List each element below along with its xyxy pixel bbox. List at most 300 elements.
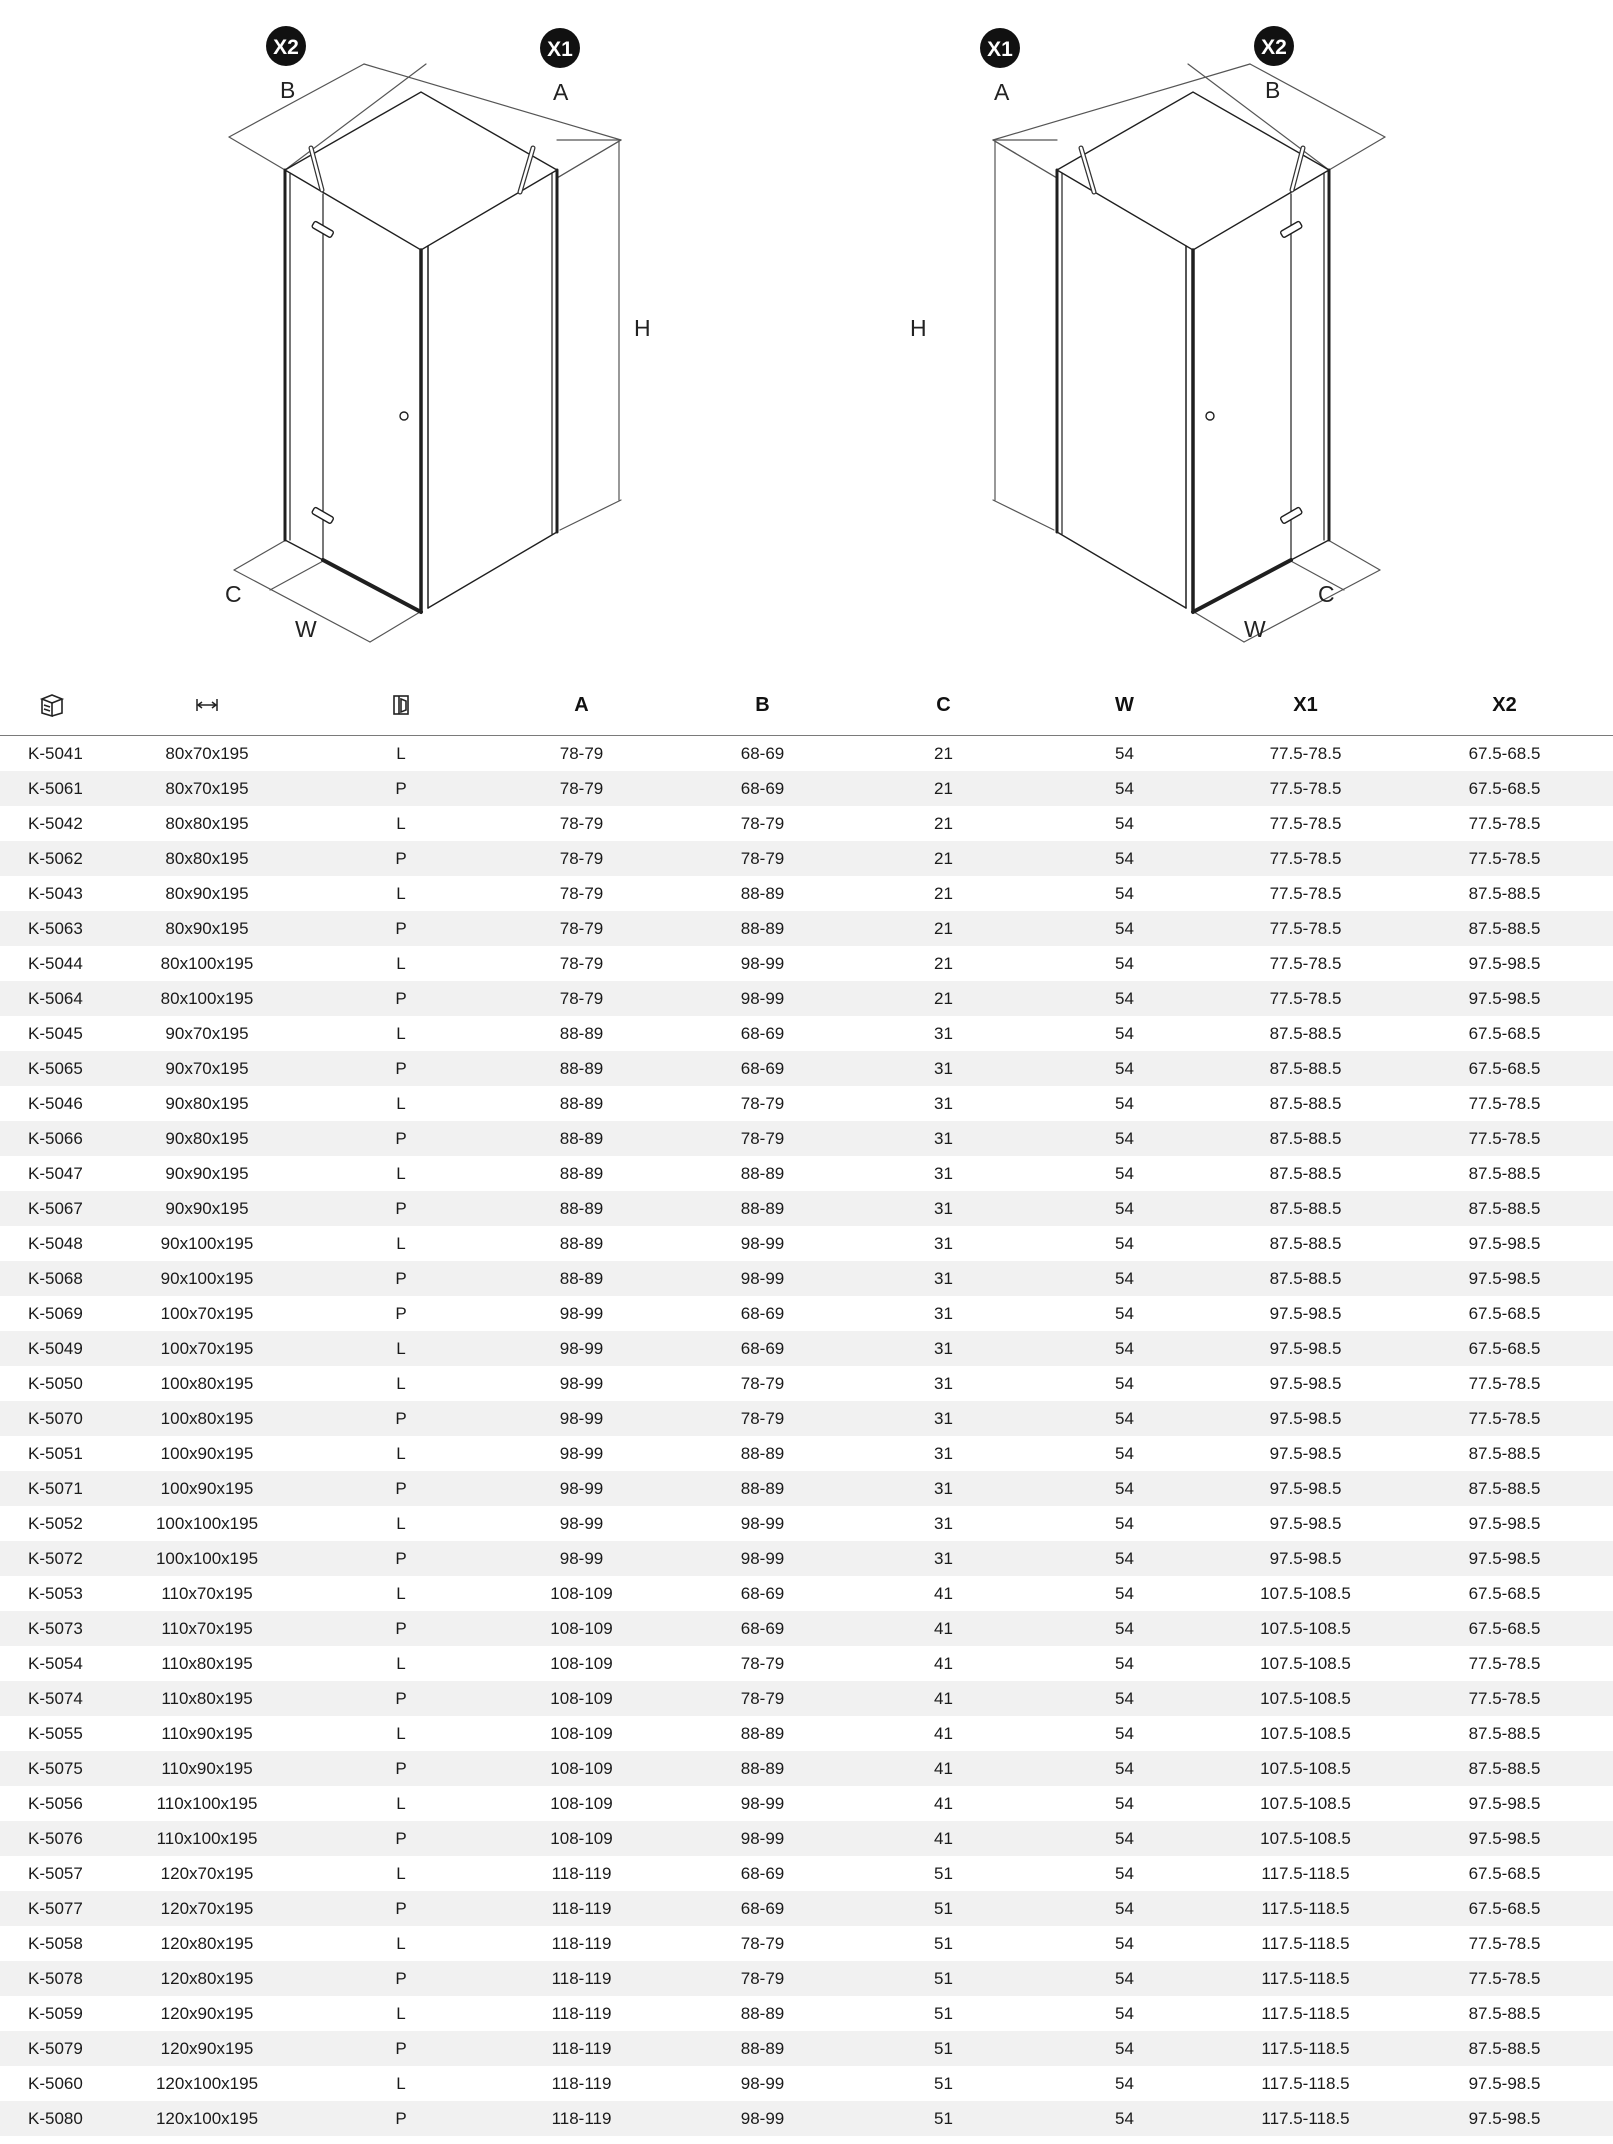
cell-dim-b: 98-99 [740,988,785,1008]
cell-model-code: K-5041 [28,743,83,763]
cell-dim-x1: 87.5-88.5 [1269,1128,1342,1148]
cell-dim-w: 54 [1115,1828,1134,1848]
cell-dim-c: 31 [934,1198,953,1218]
cell-door-side: P [395,2108,407,2128]
cell-dim-c: 41 [934,1723,953,1743]
cell-size: 100x70x195 [160,1338,254,1358]
cell-dim-b: 78-79 [740,848,785,868]
cell-dim-a: 108-109 [550,1583,613,1603]
cell-door-side: P [395,1688,407,1708]
cell-dim-c: 41 [934,1618,953,1638]
cell-dim-c: 51 [934,1933,953,1953]
cell-dim-x1: 97.5-98.5 [1269,1513,1342,1533]
table-row [0,1716,1613,1751]
cell-dim-b: 68-69 [740,1863,785,1883]
cell-dim-x2: 87.5-88.5 [1468,1758,1541,1778]
cell-model-code: K-5064 [28,988,83,1008]
cell-door-side: P [395,2038,407,2058]
cell-size: 100x70x195 [160,1303,254,1323]
cell-dim-a: 98-99 [559,1303,604,1323]
cell-model-code: K-5060 [28,2073,83,2093]
header-a: A [574,693,589,716]
cell-dim-b: 68-69 [740,743,785,763]
cell-size: 80x90x195 [165,883,249,903]
cell-dim-c: 51 [934,2073,953,2093]
cell-dim-b: 68-69 [740,1898,785,1918]
cell-model-code: K-5077 [28,1898,83,1918]
cell-dim-a: 88-89 [559,1128,604,1148]
cell-model-code: K-5078 [28,1968,83,1988]
table-row [0,1926,1613,1961]
table-row [0,1506,1613,1541]
cell-model-code: K-5075 [28,1758,83,1778]
table-row [0,1296,1613,1331]
cell-size: 120x90x195 [160,2038,254,2058]
cell-dim-x1: 87.5-88.5 [1269,1198,1342,1218]
cell-dim-b: 68-69 [740,1023,785,1043]
cell-dim-x2: 97.5-98.5 [1468,1268,1541,1288]
cell-dim-x2: 67.5-68.5 [1468,1898,1541,1918]
cell-size: 90x70x195 [165,1023,249,1043]
cell-model-code: K-5050 [28,1373,83,1393]
cell-dim-x1: 97.5-98.5 [1269,1373,1342,1393]
cell-door-side: P [395,1128,407,1148]
cell-dim-a: 88-89 [559,1058,604,1078]
cell-dim-b: 78-79 [740,1933,785,1953]
cell-dim-x1: 117.5-118.5 [1261,2073,1350,2093]
cell-dim-b: 98-99 [740,1548,785,1568]
cell-model-code: K-5068 [28,1268,83,1288]
cell-size: 80x70x195 [165,743,249,763]
cell-dim-b: 98-99 [740,953,785,973]
cell-model-code: K-5048 [28,1233,83,1253]
cell-size: 80x80x195 [165,813,249,833]
cell-dim-x1: 97.5-98.5 [1269,1408,1342,1428]
cell-dim-x2: 77.5-78.5 [1468,1128,1541,1148]
cell-door-side: L [396,1023,406,1043]
cell-dim-a: 98-99 [559,1513,604,1533]
cell-model-code: K-5069 [28,1303,83,1323]
cell-model-code: K-5049 [28,1338,83,1358]
cell-dim-a: 78-79 [559,953,604,973]
cell-dim-c: 51 [934,2038,953,2058]
cell-model-code: K-5072 [28,1548,83,1568]
cell-model-code: K-5067 [28,1198,83,1218]
cell-dim-c: 31 [934,1443,953,1463]
cell-dim-x1: 97.5-98.5 [1269,1443,1342,1463]
cell-dim-x2: 77.5-78.5 [1468,1093,1541,1113]
cell-dim-x2: 77.5-78.5 [1468,1408,1541,1428]
cell-door-side: L [396,1373,406,1393]
cell-dim-x1: 87.5-88.5 [1269,1233,1342,1253]
cell-dim-x1: 107.5-108.5 [1260,1618,1351,1638]
cell-dim-w: 54 [1115,918,1134,938]
cell-door-side: P [395,1968,407,1988]
cell-dim-x1: 117.5-118.5 [1261,1898,1350,1918]
cell-dim-c: 31 [934,1303,953,1323]
cell-size: 120x100x195 [155,2073,259,2093]
cell-dim-b: 98-99 [740,1828,785,1848]
cell-dim-w: 54 [1115,1373,1134,1393]
cell-dim-x1: 87.5-88.5 [1269,1058,1342,1078]
cell-size: 120x80x195 [160,1933,254,1953]
cell-dim-w: 54 [1115,2073,1134,2093]
cell-dim-c: 31 [934,1023,953,1043]
cell-size: 110x80x195 [161,1688,253,1708]
cell-dim-b: 98-99 [740,2073,785,2093]
cell-dim-a: 118-119 [551,1968,612,1988]
cell-dim-w: 54 [1115,1968,1134,1988]
cell-dim-b: 98-99 [740,1233,785,1253]
cell-dim-w: 54 [1115,2003,1134,2023]
cell-dim-x1: 97.5-98.5 [1269,1303,1342,1323]
cell-size: 100x90x195 [160,1443,254,1463]
cell-door-side: P [395,1268,407,1288]
cell-dim-x1: 107.5-108.5 [1260,1653,1351,1673]
dimension-table [0,675,1613,2136]
table-row [0,946,1613,981]
cell-dim-x2: 67.5-68.5 [1468,1058,1541,1078]
table-body [0,736,1613,2137]
left-diagram [225,26,651,642]
cell-dim-a: 78-79 [559,743,604,763]
cell-dim-c: 51 [934,1898,953,1918]
cell-size: 90x90x195 [165,1198,249,1218]
cell-door-side: P [395,1758,407,1778]
cell-dim-a: 108-109 [550,1793,613,1813]
cell-dim-x2: 67.5-68.5 [1468,1863,1541,1883]
cell-dim-x2: 87.5-88.5 [1468,1163,1541,1183]
cell-model-code: K-5043 [28,883,83,903]
table-row [0,1996,1613,2031]
table-row [0,1646,1613,1681]
cell-dim-w: 54 [1115,1478,1134,1498]
cell-dim-x2: 67.5-68.5 [1468,743,1541,763]
table-header-row [0,675,1613,736]
door-icon [392,694,410,716]
cell-model-code: K-5056 [28,1793,83,1813]
table-row [0,1471,1613,1506]
cell-dim-x1: 77.5-78.5 [1269,918,1342,938]
cell-dim-b: 78-79 [740,1128,785,1148]
cell-dim-w: 54 [1115,1513,1134,1533]
cell-dim-w: 54 [1115,813,1134,833]
cell-dim-x2: 67.5-68.5 [1468,1583,1541,1603]
table-row [0,981,1613,1016]
table-row [0,1366,1613,1401]
cell-door-side: P [395,988,407,1008]
cell-size: 110x80x195 [161,1653,253,1673]
cell-dim-w: 54 [1115,1933,1134,1953]
table-row [0,1681,1613,1716]
cell-dim-c: 21 [934,883,953,903]
cell-dim-c: 21 [934,778,953,798]
table-row [0,2101,1613,2136]
table-row [0,1121,1613,1156]
cell-dim-w: 54 [1115,1863,1134,1883]
cell-size: 120x70x195 [160,1898,254,1918]
cell-dim-x2: 67.5-68.5 [1468,1303,1541,1323]
cell-dim-x2: 87.5-88.5 [1468,1478,1541,1498]
cell-dim-b: 68-69 [740,778,785,798]
cell-dim-a: 98-99 [559,1478,604,1498]
cell-dim-x2: 87.5-88.5 [1468,1723,1541,1743]
cell-dim-c: 21 [934,813,953,833]
cell-dim-x2: 77.5-78.5 [1468,1933,1541,1953]
cell-door-side: P [395,1408,407,1428]
cell-dim-b: 88-89 [740,1758,785,1778]
cell-size: 100x100x195 [155,1548,259,1568]
cell-dim-w: 54 [1115,1618,1134,1638]
cell-dim-b: 88-89 [740,918,785,938]
cell-door-side: L [396,813,406,833]
cell-dim-w: 54 [1115,1338,1134,1358]
cell-door-side: P [395,1828,407,1848]
cell-dim-b: 88-89 [740,1443,785,1463]
table-row [0,1331,1613,1366]
cell-dim-a: 88-89 [559,1268,604,1288]
cell-dim-w: 54 [1115,1233,1134,1253]
cell-door-side: P [395,1058,407,1078]
cell-dim-x2: 77.5-78.5 [1468,1688,1541,1708]
cell-dim-x2: 97.5-98.5 [1468,1828,1541,1848]
cell-door-side: L [396,1093,406,1113]
cell-dim-c: 21 [934,988,953,1008]
cell-dim-x2: 97.5-98.5 [1468,1233,1541,1253]
cell-size: 80x100x195 [160,988,254,1008]
cell-model-code: K-5052 [28,1513,83,1533]
cell-dim-b: 68-69 [740,1303,785,1323]
cell-dim-b: 88-89 [740,2003,785,2023]
cell-dim-x2: 77.5-78.5 [1468,1653,1541,1673]
cell-dim-w: 54 [1115,883,1134,903]
cell-dim-a: 108-109 [550,1723,613,1743]
cell-dim-b: 68-69 [740,1583,785,1603]
cell-door-side: P [395,1198,407,1218]
cell-dim-b: 88-89 [740,1723,785,1743]
dim-label-w: W [1244,616,1266,642]
cell-size: 110x90x195 [161,1758,253,1778]
cell-model-code: K-5042 [28,813,83,833]
cell-dim-a: 108-109 [550,1618,613,1638]
cell-model-code: K-5065 [28,1058,83,1078]
cell-dim-x1: 77.5-78.5 [1269,743,1342,763]
cell-dim-b: 78-79 [740,1093,785,1113]
cell-dim-w: 54 [1115,988,1134,1008]
table-row [0,1786,1613,1821]
cell-dim-x2: 87.5-88.5 [1468,2038,1541,2058]
cell-dim-x2: 77.5-78.5 [1468,813,1541,833]
cell-dim-x2: 87.5-88.5 [1468,2003,1541,2023]
cell-door-side: P [395,778,407,798]
cell-dim-a: 78-79 [559,848,604,868]
cell-model-code: K-5062 [28,848,83,868]
cell-dim-b: 78-79 [740,1653,785,1673]
cell-dim-c: 51 [934,2108,953,2128]
cell-door-side: L [396,1863,406,1883]
table-row [0,1016,1613,1051]
table-row [0,806,1613,841]
cell-size: 80x100x195 [160,953,254,973]
cell-dim-c: 41 [934,1653,953,1673]
cell-dim-w: 54 [1115,953,1134,973]
cell-dim-c: 41 [934,1758,953,1778]
cell-door-side: L [396,953,406,973]
cell-dim-c: 21 [934,918,953,938]
right-diagram-labels [910,26,1335,642]
cell-door-side: P [395,1478,407,1498]
cell-size: 90x100x195 [160,1233,254,1253]
cell-dim-a: 108-109 [550,1828,613,1848]
cell-door-side: P [395,1898,407,1918]
cell-size: 110x100x195 [156,1793,258,1813]
cell-dim-x2: 97.5-98.5 [1468,2108,1541,2128]
cell-model-code: K-5057 [28,1863,83,1883]
cell-dim-a: 118-119 [551,2108,612,2128]
cell-dim-c: 31 [934,1233,953,1253]
cell-dim-b: 78-79 [740,813,785,833]
cell-dim-x1: 117.5-118.5 [1261,2108,1350,2128]
cell-dim-x1: 87.5-88.5 [1269,1023,1342,1043]
cell-dim-w: 54 [1115,1688,1134,1708]
cell-dim-c: 31 [934,1268,953,1288]
cell-size: 80x70x195 [165,778,249,798]
cell-door-side: L [396,1513,406,1533]
table-row [0,876,1613,911]
dim-label-c: C [1318,581,1335,607]
cell-dim-x1: 77.5-78.5 [1269,883,1342,903]
cell-dim-a: 98-99 [559,1548,604,1568]
cell-dim-c: 51 [934,1968,953,1988]
cell-dim-c: 31 [934,1548,953,1568]
cell-dim-w: 54 [1115,1303,1134,1323]
cell-dim-x1: 107.5-108.5 [1260,1828,1351,1848]
table-row [0,2031,1613,2066]
cell-door-side: L [396,883,406,903]
cell-size: 80x80x195 [165,848,249,868]
table-row [0,1436,1613,1471]
cell-dim-w: 54 [1115,778,1134,798]
cell-dim-x1: 117.5-118.5 [1261,1968,1350,1988]
cell-dim-w: 54 [1115,1653,1134,1673]
cell-dim-c: 31 [934,1058,953,1078]
cell-dim-x1: 87.5-88.5 [1269,1163,1342,1183]
cell-dim-w: 54 [1115,1723,1134,1743]
cell-dim-a: 88-89 [559,1233,604,1253]
cell-dim-x1: 107.5-108.5 [1260,1793,1351,1813]
cell-dim-x1: 77.5-78.5 [1269,848,1342,868]
cell-dim-a: 98-99 [559,1373,604,1393]
cell-model-code: K-5061 [28,778,83,798]
cell-dim-x2: 97.5-98.5 [1468,1793,1541,1813]
table-row [0,1226,1613,1261]
dim-label-w: W [295,616,317,642]
cell-dim-c: 31 [934,1163,953,1183]
cell-dim-a: 98-99 [559,1338,604,1358]
cell-dim-x1: 117.5-118.5 [1261,1933,1350,1953]
cell-dim-b: 88-89 [740,1198,785,1218]
cell-dim-a: 108-109 [550,1758,613,1778]
cell-dim-c: 31 [934,1093,953,1113]
cell-dim-x2: 97.5-98.5 [1468,2073,1541,2093]
cell-door-side: L [396,1338,406,1358]
cell-dim-c: 41 [934,1583,953,1603]
cell-dim-x1: 107.5-108.5 [1260,1688,1351,1708]
cell-dim-a: 118-119 [551,2003,612,2023]
cell-dim-a: 78-79 [559,883,604,903]
table-row [0,841,1613,876]
table-row [0,1261,1613,1296]
table-row [0,1821,1613,1856]
header-x2: X2 [1492,693,1517,716]
table-row [0,1401,1613,1436]
cell-dim-w: 54 [1115,1198,1134,1218]
cell-door-side: L [396,1933,406,1953]
cell-model-code: K-5055 [28,1723,83,1743]
dim-label-b: B [1265,77,1281,103]
cell-dim-x1: 87.5-88.5 [1269,1093,1342,1113]
cell-dim-w: 54 [1115,743,1134,763]
cell-door-side: L [396,1583,406,1603]
cell-model-code: K-5053 [28,1583,83,1603]
cell-dim-x2: 67.5-68.5 [1468,1338,1541,1358]
cell-dim-x1: 97.5-98.5 [1269,1338,1342,1358]
cell-door-side: P [395,848,407,868]
cell-size: 110x70x195 [161,1618,253,1638]
width-arrows-icon [195,698,219,712]
cell-dim-w: 54 [1115,1793,1134,1813]
cell-model-code: K-5051 [28,1443,83,1463]
cell-dim-c: 31 [934,1408,953,1428]
cell-dim-c: 31 [934,1478,953,1498]
cell-door-side: P [395,1548,407,1568]
cell-door-side: P [395,918,407,938]
cell-model-code: K-5071 [28,1478,83,1498]
cell-door-side: L [396,1443,406,1463]
cell-door-side: P [395,1303,407,1323]
cell-size: 100x90x195 [160,1478,254,1498]
table-row [0,2066,1613,2101]
cell-dim-x2: 97.5-98.5 [1468,988,1541,1008]
cell-dim-b: 88-89 [740,883,785,903]
cell-dim-a: 98-99 [559,1443,604,1463]
table-row [0,1856,1613,1891]
cell-dim-w: 54 [1115,1268,1134,1288]
cell-dim-c: 41 [934,1793,953,1813]
cell-door-side: L [396,1723,406,1743]
cell-door-side: L [396,1233,406,1253]
table-row [0,911,1613,946]
cell-dim-b: 98-99 [740,1793,785,1813]
cell-dim-x2: 87.5-88.5 [1468,1198,1541,1218]
cell-dim-a: 98-99 [559,1408,604,1428]
cell-dim-x2: 77.5-78.5 [1468,1968,1541,1988]
cell-dim-x2: 67.5-68.5 [1468,1023,1541,1043]
cell-dim-x2: 97.5-98.5 [1468,1548,1541,1568]
cell-size: 80x90x195 [165,918,249,938]
cell-dim-a: 118-119 [551,2073,612,2093]
cell-dim-a: 108-109 [550,1688,613,1708]
cell-size: 90x70x195 [165,1058,249,1078]
cell-dim-x1: 77.5-78.5 [1269,953,1342,973]
cell-model-code: K-5058 [28,1933,83,1953]
cell-dim-b: 68-69 [740,1338,785,1358]
cell-dim-a: 118-119 [551,2038,612,2058]
cell-dim-x1: 97.5-98.5 [1269,1478,1342,1498]
cell-dim-w: 54 [1115,1408,1134,1428]
cell-dim-w: 54 [1115,2108,1134,2128]
cell-dim-c: 31 [934,1338,953,1358]
